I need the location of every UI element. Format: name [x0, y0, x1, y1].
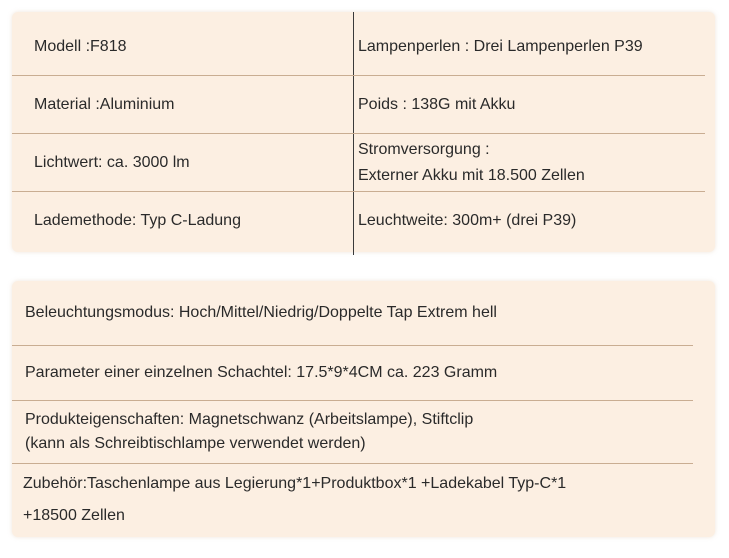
spec-power-supply-label: Stromversorgung : — [358, 140, 490, 158]
feature-lighting-mode-text: Beleuchtungsmodus: Hoch/Mittel/Niedrig/Doppelte Tap Extrem hell — [25, 304, 497, 321]
spec-row — [12, 76, 705, 133]
spec-lamp-beads — [358, 18, 703, 75]
spec-charging — [34, 192, 349, 249]
feature-box-parameters-text: Parameter einer einzelnen Schachtel: 17.5*9*4CM ca. 223 Gramm — [25, 364, 498, 381]
spec-lamp-beads-text: Lampenperlen : Drei Lampenperlen P39 — [358, 37, 643, 55]
spec-model-text: Modell :F818 — [34, 37, 127, 55]
spec-material-text: Material :Aluminium — [34, 95, 175, 113]
spec-row — [12, 192, 705, 249]
spec-luminous-flux-text: Lichtwert: ca. 3000 lm — [34, 153, 190, 171]
spec-model — [34, 18, 349, 75]
feature-accessories — [12, 464, 693, 537]
feature-product-properties — [12, 401, 693, 464]
spec-power-supply-value: Externer Akku mit 18.500 Zellen — [358, 166, 585, 184]
spec-weight-text: Poids : 138G mit Akku — [358, 95, 516, 113]
spec-row — [12, 134, 705, 191]
feature-accessories-line-2: +18500 Zellen — [23, 507, 125, 524]
feature-product-properties-line-1: Produkteigenschaften: Magnetschwanz (Arbeitslampe), Stiftclip — [25, 411, 474, 428]
feature-list — [12, 281, 715, 537]
spec-range — [358, 192, 703, 249]
spec-power-supply — [358, 134, 703, 191]
feature-box-parameters — [12, 346, 693, 401]
spec-range-text: Leuchtweite: 300m+ (drei P39) — [358, 211, 577, 229]
spec-charging-text: Lademethode: Typ C-Ladung — [34, 211, 241, 229]
spec-row — [12, 18, 705, 75]
feature-product-properties-line-2: (kann als Schreibtischlampe verwendet werden) — [25, 435, 366, 452]
spec-luminous-flux — [34, 134, 349, 191]
feature-accessories-line-1: Zubehör:Taschenlampe aus Legierung*1+Produktbox*1 +Ladekabel Typ-C*1 — [23, 475, 567, 492]
spec-table — [12, 12, 715, 252]
spec-weight — [358, 76, 703, 133]
spec-material — [34, 76, 349, 133]
feature-lighting-mode — [12, 281, 693, 346]
